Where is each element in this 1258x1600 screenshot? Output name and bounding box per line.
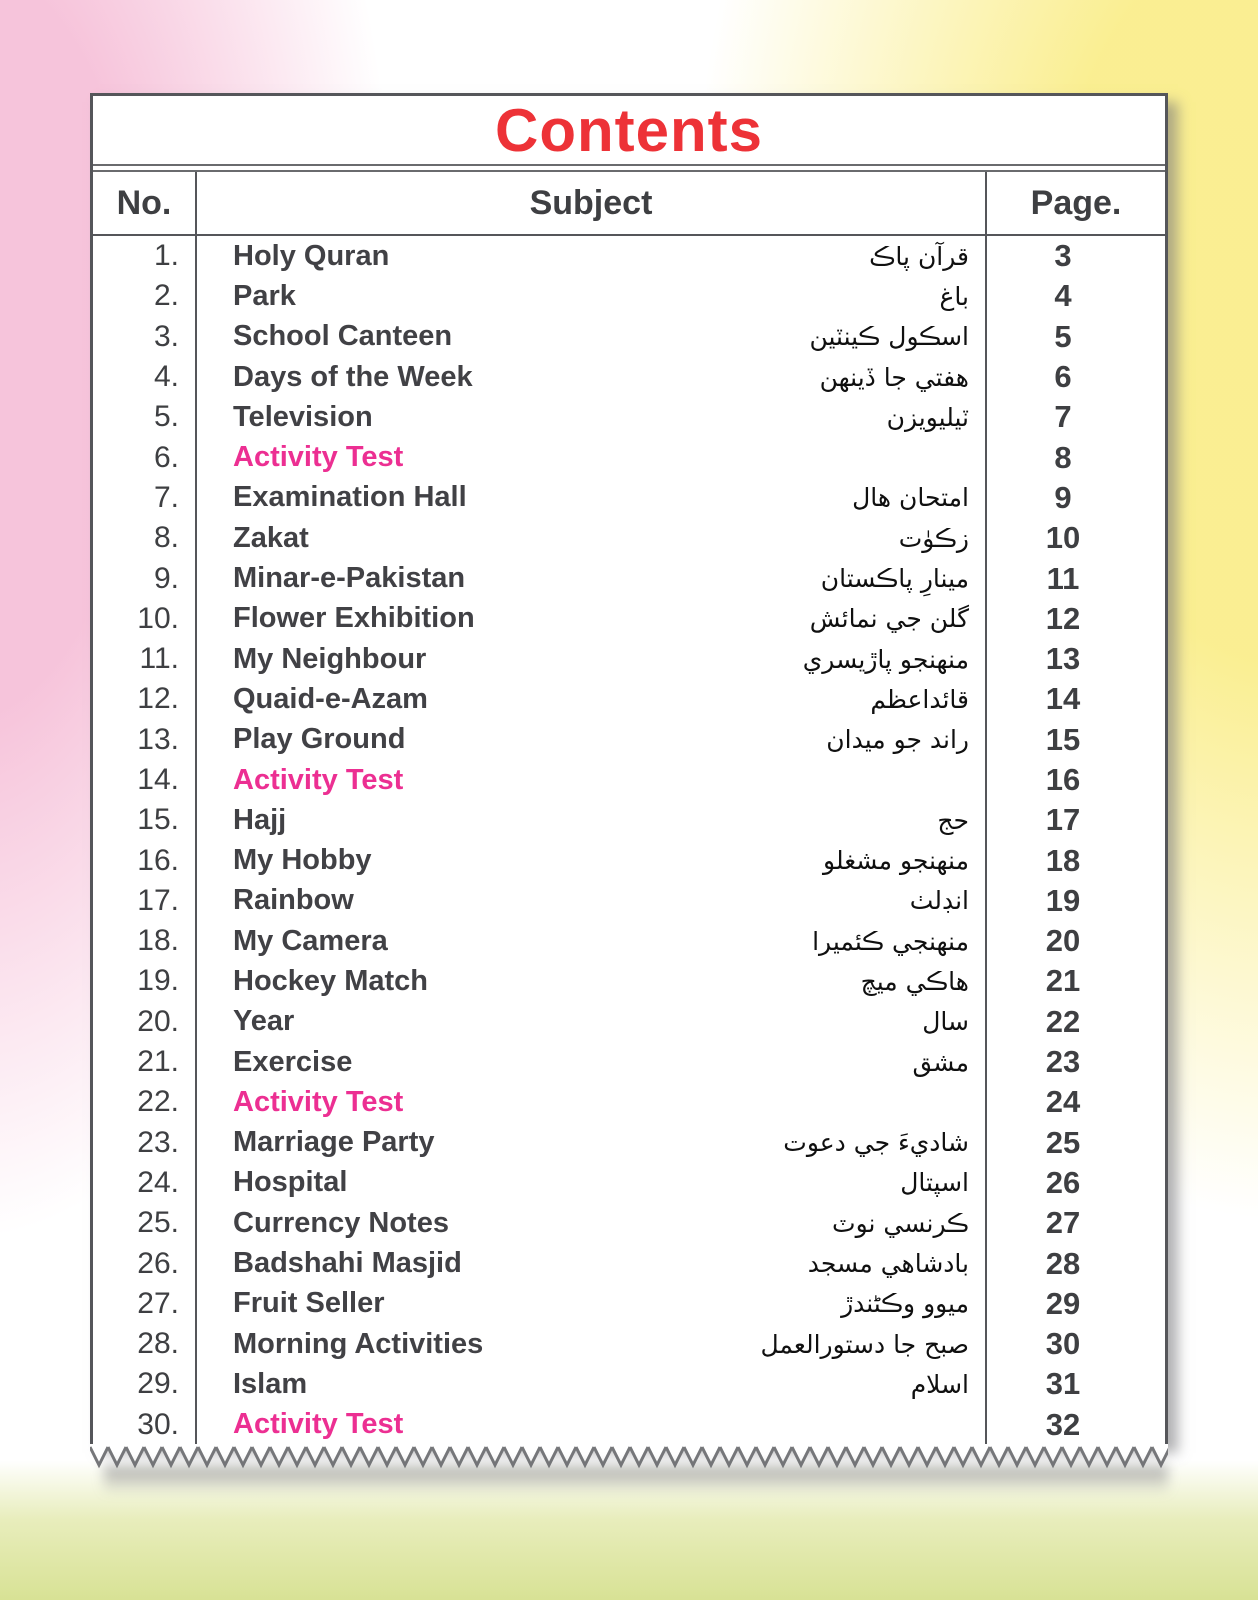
row-number: 21. bbox=[93, 1042, 197, 1082]
row-page-number: 8 bbox=[1054, 439, 1072, 475]
row-subject-cell bbox=[197, 921, 987, 961]
table-row bbox=[93, 1042, 1165, 1082]
subject-english: Exercise bbox=[233, 1045, 353, 1078]
table-row bbox=[93, 1243, 1165, 1283]
subject-sindhi: قرآن پاڪ bbox=[869, 241, 969, 271]
row-subject-cell bbox=[197, 478, 987, 518]
row-number: 22. bbox=[93, 1082, 197, 1122]
subject-sindhi: قائداعظم bbox=[870, 684, 969, 714]
subject-english: Holy Quran bbox=[233, 239, 390, 272]
subject-english: Examination Hall bbox=[233, 481, 467, 514]
table-header-row bbox=[93, 172, 1165, 236]
row-page-number: 23 bbox=[1045, 1044, 1081, 1080]
row-page-number: 15 bbox=[1045, 721, 1081, 757]
subject-english: Hospital bbox=[233, 1166, 348, 1199]
row-number: 1. bbox=[93, 236, 197, 276]
subject-sindhi: مينارِ پاڪستان bbox=[820, 564, 969, 594]
row-subject-cell bbox=[197, 1002, 987, 1042]
row-number: 17. bbox=[93, 881, 197, 921]
row-page-number: 18 bbox=[1045, 842, 1081, 878]
table-row bbox=[93, 1123, 1165, 1163]
subject-english: My Neighbour bbox=[233, 642, 427, 675]
subject-english: Fruit Seller bbox=[233, 1287, 385, 1320]
row-page-number: 12 bbox=[1045, 600, 1081, 636]
subject-sindhi: زڪوٰت bbox=[898, 523, 969, 553]
table-row bbox=[93, 760, 1165, 800]
subject-english: Islam bbox=[233, 1367, 308, 1400]
row-number: 6. bbox=[93, 437, 197, 477]
subject-sindhi: اسلام bbox=[910, 1369, 969, 1399]
subject-sindhi: باغ bbox=[939, 281, 969, 311]
row-page-number: 24 bbox=[1045, 1084, 1081, 1120]
subject-english: Zakat bbox=[233, 521, 309, 554]
row-number: 14. bbox=[93, 760, 197, 800]
table-row bbox=[93, 437, 1165, 477]
row-subject-cell bbox=[197, 357, 987, 397]
subject-sindhi: اسڪول ڪينٽين bbox=[809, 322, 969, 352]
row-subject-cell bbox=[197, 397, 987, 437]
row-number: 24. bbox=[93, 1163, 197, 1203]
subject-sindhi: ميوو وڪڻندڙ bbox=[841, 1289, 969, 1319]
row-subject-cell bbox=[197, 1082, 987, 1122]
table-row bbox=[93, 840, 1165, 880]
row-subject-cell bbox=[197, 1364, 987, 1404]
row-subject-cell bbox=[197, 236, 987, 276]
column-header-no: No. bbox=[93, 172, 197, 234]
row-page-number: 32 bbox=[1045, 1406, 1081, 1442]
row-subject-cell bbox=[197, 720, 987, 760]
row-number: 30. bbox=[93, 1405, 197, 1445]
row-number: 9. bbox=[93, 558, 197, 598]
subject-sindhi: انڊلٺ bbox=[909, 886, 969, 916]
row-page-number: 16 bbox=[1045, 762, 1081, 797]
subject-english: Currency Notes bbox=[233, 1206, 449, 1239]
column-header-page: Page. bbox=[1030, 183, 1122, 222]
table-row bbox=[93, 357, 1165, 397]
subject-english: Hockey Match bbox=[233, 964, 429, 997]
table-row bbox=[93, 478, 1165, 518]
row-number: 10. bbox=[93, 599, 197, 639]
row-number: 28. bbox=[93, 1324, 197, 1364]
column-header-subject: Subject bbox=[197, 172, 987, 234]
subject-english: My Hobby bbox=[233, 844, 372, 877]
table-row bbox=[93, 397, 1165, 437]
subject-english: My Camera bbox=[233, 924, 388, 957]
subject-english: Activity Test bbox=[233, 441, 404, 474]
row-page-number: 3 bbox=[1054, 238, 1072, 274]
row-subject-cell bbox=[197, 437, 987, 477]
row-number: 11. bbox=[93, 639, 197, 679]
table-row bbox=[93, 1163, 1165, 1203]
subject-sindhi: هفتي جا ڏينهن bbox=[819, 362, 969, 392]
row-number: 8. bbox=[93, 518, 197, 558]
row-subject-cell bbox=[197, 840, 987, 880]
row-number: 12. bbox=[93, 679, 197, 719]
row-number: 29. bbox=[93, 1364, 197, 1404]
subject-english: Activity Test bbox=[233, 1408, 404, 1441]
row-page-number: 9 bbox=[1054, 479, 1072, 515]
row-page-number: 20 bbox=[1045, 923, 1081, 959]
table-row bbox=[93, 800, 1165, 840]
table-row bbox=[93, 639, 1165, 679]
row-subject-cell bbox=[197, 800, 987, 840]
row-page-number: 10 bbox=[1045, 520, 1081, 556]
subject-sindhi: منهنجي ڪئميرا bbox=[812, 926, 969, 956]
subject-sindhi: مشق bbox=[912, 1047, 969, 1077]
row-number: 15. bbox=[93, 800, 197, 840]
subject-english: Hajj bbox=[233, 803, 287, 836]
row-page-number: 28 bbox=[1045, 1245, 1081, 1281]
row-number: 16. bbox=[93, 840, 197, 880]
contents-sheet bbox=[90, 93, 1168, 1444]
subject-english: Park bbox=[233, 279, 296, 312]
subject-sindhi: اسپتال bbox=[900, 1168, 969, 1198]
table-row bbox=[93, 276, 1165, 316]
subject-sindhi: هاڪي ميچ bbox=[860, 966, 969, 996]
row-page-number: 22 bbox=[1045, 1003, 1081, 1039]
table-row bbox=[93, 1364, 1165, 1404]
row-number: 13. bbox=[93, 720, 197, 760]
row-subject-cell bbox=[197, 518, 987, 558]
subject-sindhi: حج bbox=[937, 805, 969, 835]
subject-english: Television bbox=[233, 400, 373, 433]
subject-english: Minar-e-Pakistan bbox=[233, 562, 466, 595]
subject-english: Rainbow bbox=[233, 884, 354, 917]
row-subject-cell bbox=[197, 1123, 987, 1163]
page-title: Contents bbox=[495, 96, 763, 164]
row-number: 18. bbox=[93, 921, 197, 961]
row-subject-cell bbox=[197, 639, 987, 679]
table-row bbox=[93, 921, 1165, 961]
title-divider-rule bbox=[93, 164, 1165, 172]
subject-english: Days of the Week bbox=[233, 360, 473, 393]
table-row bbox=[93, 236, 1165, 276]
row-page-number: 31 bbox=[1045, 1366, 1081, 1402]
row-page-number: 21 bbox=[1045, 963, 1081, 999]
row-subject-cell bbox=[197, 1163, 987, 1203]
table-row bbox=[93, 1405, 1165, 1445]
row-number: 20. bbox=[93, 1002, 197, 1042]
subject-english: Morning Activities bbox=[233, 1327, 484, 1360]
row-page-number: 13 bbox=[1045, 641, 1081, 677]
row-number: 26. bbox=[93, 1243, 197, 1283]
row-page-number: 7 bbox=[1054, 399, 1072, 435]
subject-english: Activity Test bbox=[233, 1085, 404, 1118]
row-subject-cell bbox=[197, 599, 987, 639]
row-subject-cell bbox=[197, 1042, 987, 1082]
subject-sindhi: ٽيليويزن bbox=[886, 402, 969, 432]
table-row bbox=[93, 881, 1165, 921]
subject-english: Play Ground bbox=[233, 723, 406, 756]
row-number: 25. bbox=[93, 1203, 197, 1243]
subject-sindhi: منهنجو پاڙيسري bbox=[802, 644, 969, 674]
subject-sindhi: امتحان هال bbox=[852, 483, 969, 513]
table-row bbox=[93, 1284, 1165, 1324]
row-number: 27. bbox=[93, 1284, 197, 1324]
subject-english: Year bbox=[233, 1005, 295, 1038]
row-subject-cell bbox=[197, 1243, 987, 1283]
row-subject-cell bbox=[197, 760, 987, 800]
subject-english: Flower Exhibition bbox=[233, 602, 475, 635]
table-row bbox=[93, 961, 1165, 1001]
subject-sindhi: ڪرنسي نوٽ bbox=[832, 1208, 969, 1238]
row-subject-cell bbox=[197, 1284, 987, 1324]
table-row bbox=[93, 1082, 1165, 1122]
subject-english: Badshahi Masjid bbox=[233, 1247, 462, 1280]
subject-sindhi: گلن جي نمائش bbox=[809, 604, 969, 634]
row-page-number: 6 bbox=[1054, 359, 1072, 395]
contents-table-body bbox=[93, 236, 1165, 1445]
table-row bbox=[93, 518, 1165, 558]
row-subject-cell bbox=[197, 1405, 987, 1445]
row-number: 4. bbox=[93, 357, 197, 397]
table-row bbox=[93, 317, 1165, 357]
table-row bbox=[93, 720, 1165, 760]
subject-sindhi: راند جو ميدان bbox=[826, 725, 969, 755]
row-subject-cell bbox=[197, 1203, 987, 1243]
row-subject-cell bbox=[197, 317, 987, 357]
row-page-number: 4 bbox=[1054, 278, 1072, 314]
row-page-number: 5 bbox=[1054, 318, 1072, 354]
table-row bbox=[93, 599, 1165, 639]
table-row bbox=[93, 1002, 1165, 1042]
row-page-number: 29 bbox=[1045, 1285, 1081, 1321]
row-number: 5. bbox=[93, 397, 197, 437]
subject-english: Marriage Party bbox=[233, 1126, 435, 1159]
row-page-number: 19 bbox=[1045, 882, 1081, 918]
row-number: 19. bbox=[93, 961, 197, 1001]
row-page-number: 27 bbox=[1045, 1205, 1081, 1241]
table-row bbox=[93, 1324, 1165, 1364]
row-subject-cell bbox=[197, 679, 987, 719]
table-row bbox=[93, 558, 1165, 598]
subject-english: Activity Test bbox=[233, 763, 404, 796]
row-subject-cell bbox=[197, 1324, 987, 1364]
row-number: 23. bbox=[93, 1123, 197, 1163]
subject-english: Quaid-e-Azam bbox=[233, 682, 428, 715]
row-page-number: 26 bbox=[1045, 1164, 1081, 1200]
row-subject-cell bbox=[197, 276, 987, 316]
row-number: 3. bbox=[93, 317, 197, 357]
row-number: 7. bbox=[93, 478, 197, 518]
paper-bottom-shadow bbox=[104, 1466, 1168, 1494]
row-page-number: 25 bbox=[1045, 1124, 1081, 1160]
table-row bbox=[93, 679, 1165, 719]
subject-sindhi: بادشاهي مسجد bbox=[807, 1249, 969, 1279]
subject-english: School Canteen bbox=[233, 320, 453, 353]
subject-sindhi: منهنجو مشغلو bbox=[823, 846, 969, 876]
row-number: 2. bbox=[93, 276, 197, 316]
table-row bbox=[93, 1203, 1165, 1243]
row-page-number: 17 bbox=[1045, 802, 1081, 838]
subject-sindhi: صبح جا دستورالعمل bbox=[760, 1329, 969, 1359]
row-subject-cell bbox=[197, 558, 987, 598]
row-page-number: 30 bbox=[1045, 1326, 1081, 1362]
subject-sindhi: شاديءَ جي دعوت bbox=[783, 1128, 969, 1158]
row-page-number: 14 bbox=[1045, 681, 1081, 717]
subject-sindhi: سال bbox=[922, 1007, 969, 1037]
row-page-number: 11 bbox=[1046, 560, 1080, 596]
row-subject-cell bbox=[197, 881, 987, 921]
row-subject-cell bbox=[197, 961, 987, 1001]
